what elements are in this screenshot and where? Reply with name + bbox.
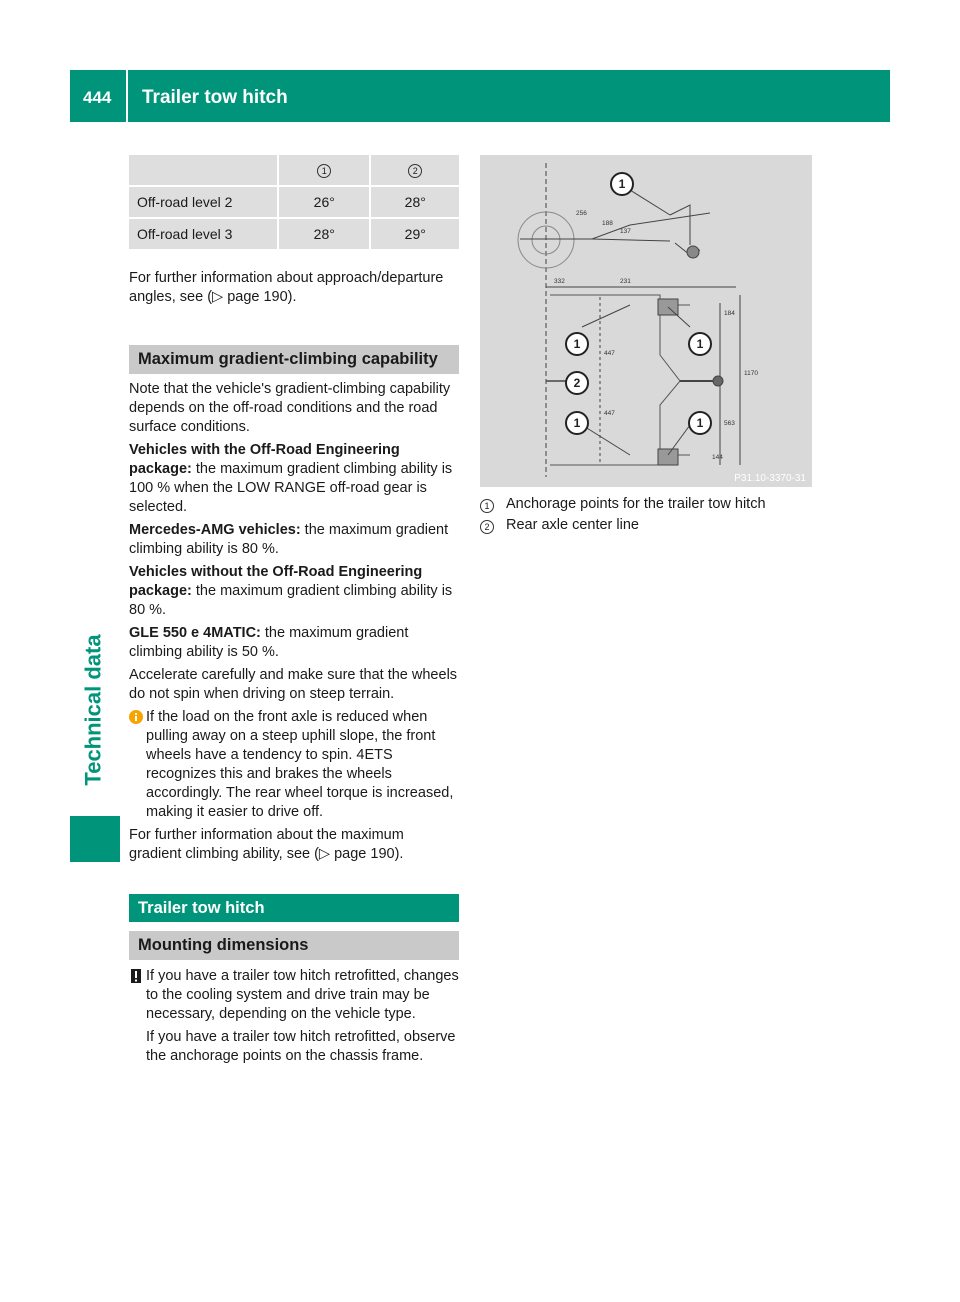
side-profile xyxy=(520,213,710,241)
legend-text: Anchorage points for the trailer tow hitch xyxy=(506,496,766,512)
leader-line xyxy=(630,190,670,215)
callout-1-icon: 1 xyxy=(317,164,331,178)
table-cell: 29° xyxy=(370,218,459,249)
legend-text: Rear axle center line xyxy=(506,517,639,533)
legend-item xyxy=(480,495,812,516)
hitch-ball xyxy=(713,376,723,386)
leader-line xyxy=(582,305,630,327)
dim-label: 447 xyxy=(604,410,615,417)
left-column xyxy=(129,155,459,1070)
table-row-label: Off-road level 3 xyxy=(129,218,278,249)
legend-number-icon: 2 xyxy=(480,520,494,534)
leader-line xyxy=(668,425,690,455)
gradient-section-heading: Maximum gradient-climbing capability xyxy=(129,345,459,374)
table-cell: 28° xyxy=(278,218,370,249)
dim-label: 184 xyxy=(724,310,735,317)
anchorage-diagram xyxy=(480,155,812,487)
table-cell: 28° xyxy=(370,186,459,218)
warning-icon xyxy=(129,969,143,983)
dim-label: 144 xyxy=(712,454,723,461)
tow-hitch-diagram xyxy=(480,155,812,487)
callout-number: 1 xyxy=(573,337,581,351)
gradient-item-title: GLE 550 e 4MATIC: xyxy=(129,625,261,641)
gradient-item-title: Vehicles without the Off-Road Engineering package: xyxy=(129,564,423,599)
dim-label: 563 xyxy=(724,420,735,427)
legend-item xyxy=(480,516,812,537)
callout-number: 1 xyxy=(696,337,704,351)
gradient-intro: Note that the vehicle's gradient-climbing capability depends on the off-road conditions and the road surface conditions. xyxy=(129,381,451,435)
table-row xyxy=(129,218,459,249)
dim-label: 231 xyxy=(620,278,631,285)
callout-number: 1 xyxy=(573,416,581,430)
table-cell: 26° xyxy=(278,186,370,218)
page-number: 444 xyxy=(83,88,112,107)
dim-label: 256 xyxy=(576,210,587,217)
warning-text: If you have a trailer tow hitch retrofitted, changes to the cooling system and drive train may be necessary, depending on the vehicle type. xyxy=(146,968,459,1022)
gradient-item xyxy=(129,624,459,662)
leader-line xyxy=(668,307,690,327)
callout-number: 1 xyxy=(618,177,626,191)
info-icon xyxy=(129,710,143,724)
gradient-item xyxy=(129,521,459,559)
gradient-item-text: the maximum gradient climbing ability is 100 % when the LOW RANGE off-road gear is selected. xyxy=(129,461,453,515)
dim-label: 137 xyxy=(620,228,631,235)
figure-code: P31.10-3370-31 xyxy=(734,473,806,484)
dim-label: 447 xyxy=(604,350,615,357)
legend-number-icon: 1 xyxy=(480,499,494,513)
gradient-item xyxy=(129,563,459,620)
tow-hitch-heading: Trailer tow hitch xyxy=(129,894,459,922)
leader-line xyxy=(582,425,630,455)
page-title: Trailer tow hitch xyxy=(142,87,288,108)
info-note-text: If the load on the front axle is reduced when pulling away on a steep uphill slope, the front wheels have a tendency to spin. 4ETS recognizes this and brakes the wheels accordingly. The rear wheel torque is increased, making it easier to drive off. xyxy=(146,709,454,820)
table-header-cell xyxy=(129,155,278,186)
callout-number: 2 xyxy=(573,376,581,390)
dim-label: 188 xyxy=(602,220,613,227)
right-column xyxy=(480,155,812,537)
table-header-cell xyxy=(370,155,459,186)
gradient-item-text: the maximum gradient climbing ability is 50 %. xyxy=(129,625,409,660)
approach-angle-reference: For further information about approach/departure angles, see (▷ page 190). xyxy=(129,270,444,305)
dim-label: 1170 xyxy=(744,370,758,377)
dim-label: 332 xyxy=(554,278,565,285)
gradient-reference: For further information about the maximum gradient climbing ability, see (▷ page 190). xyxy=(129,827,404,862)
gradient-item-title: Mercedes-AMG vehicles: xyxy=(129,522,301,538)
tow-ball xyxy=(687,246,699,258)
info-note xyxy=(129,708,459,822)
side-section-label xyxy=(68,620,120,800)
gradient-item-text: the maximum gradient climbing ability is 80 %. xyxy=(129,583,453,618)
gradient-item-text: the maximum gradient climbing ability is 80 %. xyxy=(129,522,449,557)
page-header xyxy=(70,70,890,122)
side-section-text: Technical data xyxy=(81,634,107,786)
approach-angle-table xyxy=(129,155,459,249)
anchor-block xyxy=(658,449,678,465)
figure-legend xyxy=(480,495,812,537)
gradient-item xyxy=(129,441,459,517)
mounting-dimensions-heading: Mounting dimensions xyxy=(129,931,459,960)
callout-2-icon: 2 xyxy=(408,164,422,178)
table-header-cell xyxy=(278,155,370,186)
table-row-label: Off-road level 2 xyxy=(129,186,278,218)
accelerate-instruction: Accelerate carefully and make sure that the wheels do not spin when driving on steep terrain. xyxy=(129,667,458,702)
warning-note xyxy=(129,967,459,1066)
header-divider xyxy=(126,70,128,122)
gradient-item-title: Vehicles with the Off-Road Engineering package: xyxy=(129,442,400,477)
side-accent-block xyxy=(70,816,120,862)
callout-number: 1 xyxy=(696,416,704,430)
warning-text: If you have a trailer tow hitch retrofitted, observe the anchorage points on the chassis frame. xyxy=(146,1029,456,1064)
table-row xyxy=(129,186,459,218)
table-header-row xyxy=(129,155,459,186)
